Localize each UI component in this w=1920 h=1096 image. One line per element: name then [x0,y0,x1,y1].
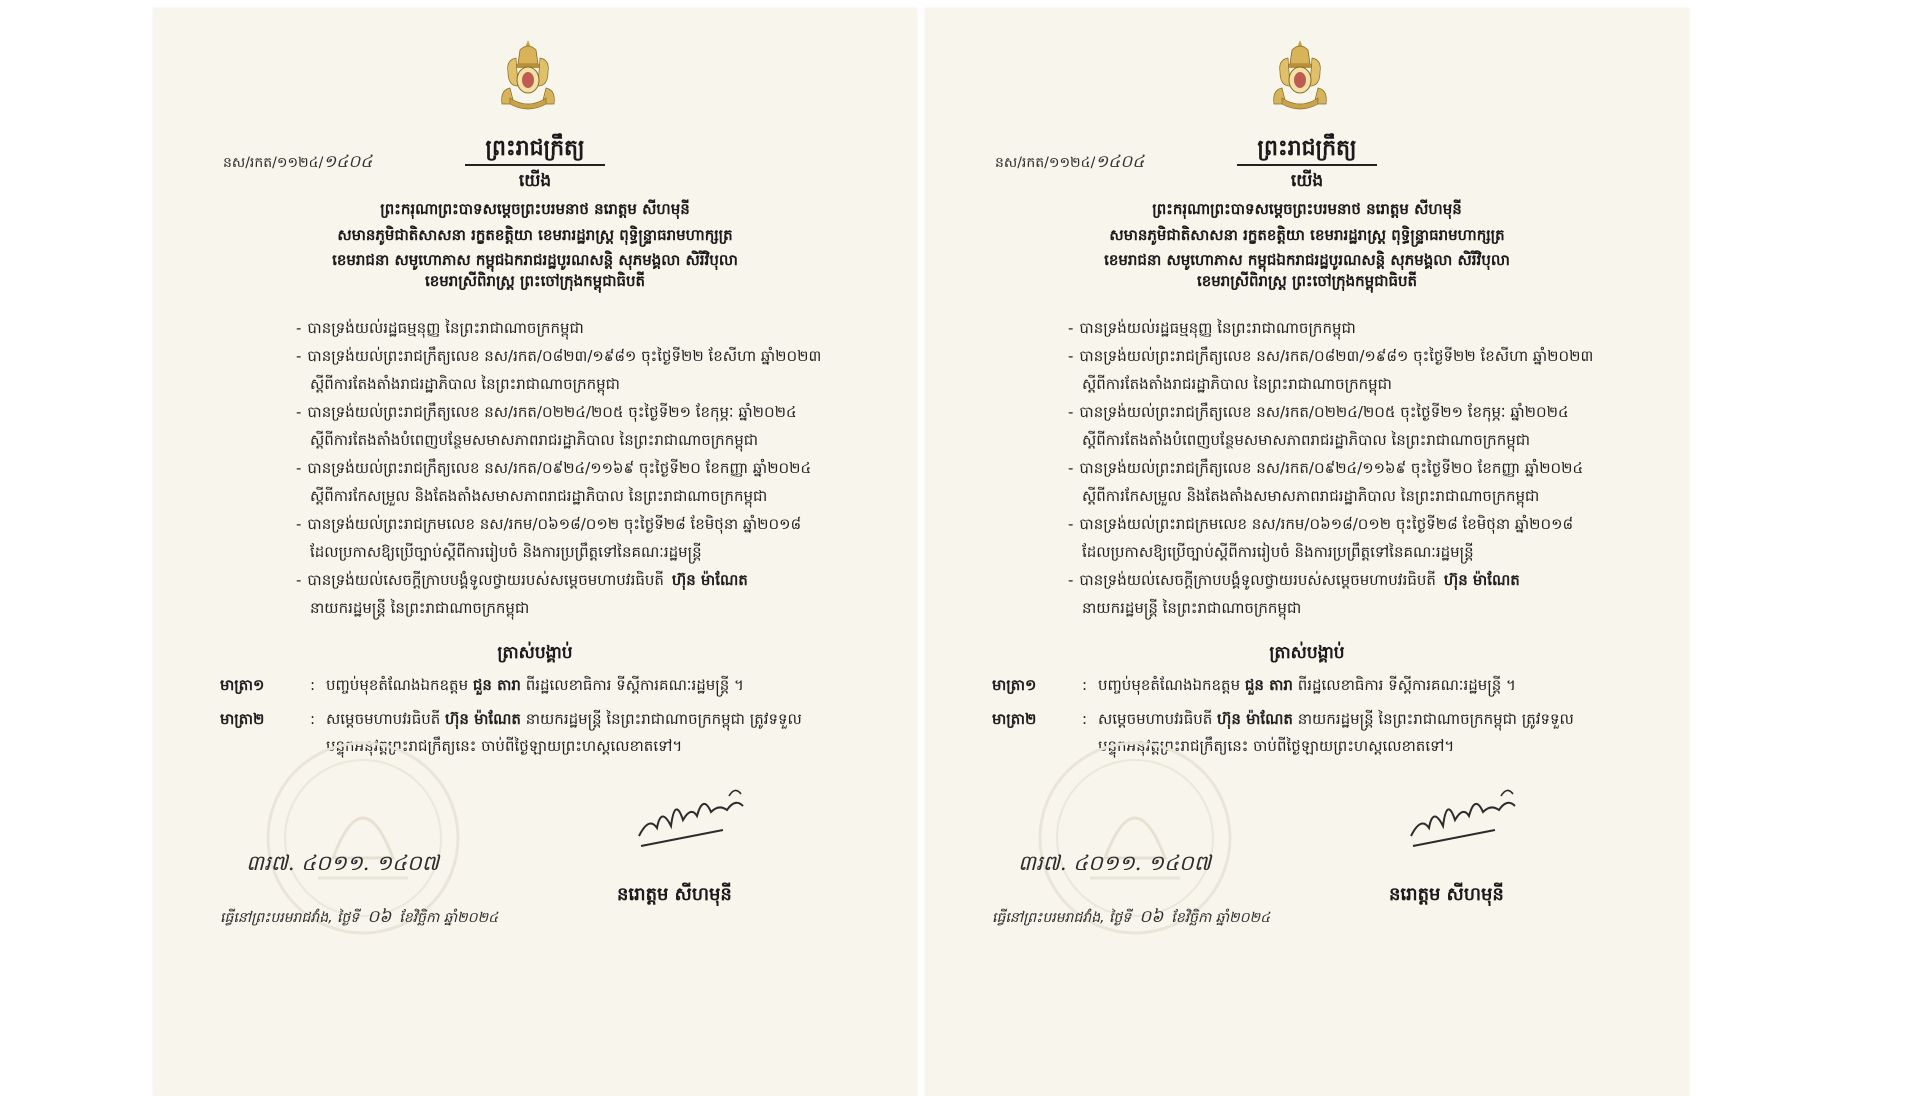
header-line-2: សមានភូមិជាតិសាសនា រក្ខតខត្តិយា ខេមរារដ្ឋរាស្ត្រ ពុទ្ធិន្ទ្រាធរាមហាក្សត្រ [337,226,733,244]
handwritten-number: ៣រ៧. ៤០១១. ១៤០៧ [1018,851,1211,875]
decree-title: ព្រះរាជក្រឹត្យ [1257,135,1357,161]
header-line-3: ខេមរាជនា សមូហោភាស កម្ពុជឯករាជរដ្ឋបូរណសន្តិ សុភមង្គលា សិរីវិបុលា [1104,251,1510,269]
header-line-4: ខេមរាស្រីពិរាស្ត្រ ព្រះចៅក្រុងកម្ពុជាធិបតី [1196,272,1418,290]
preamble-item: - បានទ្រង់យល់ព្រះរាជក្រឹត្យលេខ នស/រកត/០៩២៤/១១៦៩ ចុះថ្ងៃទី២០ ខែកញ្ញា ឆ្នាំ២០២៤ ស្តីពីការកែសម្រួល និងតែងតាំងសមាសភាពរាជរដ្ឋាភិបាល នៃព្រះរាជាណាចក្រកម្ពុជា [1068,459,1584,505]
header-line-4: ខេមរាស្រីពិរាស្ត្រ ព្រះចៅក្រុងកម្ពុជាធិបតី [424,272,646,290]
title-underline [465,164,605,166]
preamble-item: - បានទ្រង់យល់ព្រះរាជក្រឹត្យលេខ នស/រកត/០៩២៤/១១៦៩ ចុះថ្ងៃទី២០ ខែកញ្ញា ឆ្នាំ២០២៤ ស្តីពីការកែសម្រួល និងតែងតាំងសមាសភាពរាជរដ្ឋាភិបាល នៃព្រះរាជាណាចក្រកម្ពុជា [296,459,812,505]
handwritten-number: ៣រ៧. ៤០១១. ១៤០៧ [246,851,439,875]
preamble-item: - បានទ្រង់យល់រដ្ឋធម្មនុញ្ញ នៃព្រះរាជាណាចក្រកម្ពុជា [296,319,584,337]
header-line-2: សមានភូមិជាតិសាសនា រក្ខតខត្តិយា ខេមរារដ្ឋរាស្ត្រ ពុទ្ធិន្ទ្រាធរាមហាក្សត្រ [1109,226,1505,244]
decree-title: ព្រះរាជក្រឹត្យ [485,135,585,161]
preamble-item: - បានទ្រង់យល់ព្រះរាជក្រឹត្យលេខ នស/រកត/០២២៤/២០៥ ចុះថ្ងៃទី២១ ខែកុម្ភៈ ឆ្នាំ២០២៤ ស្តីពីការតែងតាំងបំពេញបន្ថែមសមាសភាពរាជរដ្ឋាភិបាល នៃព្រះរាជាណាចក្រកម្ពុជា [296,403,797,449]
signature-mark [1403,776,1533,854]
preamble-item: - បានទ្រង់យល់សេចក្តីក្រាបបង្គំទូលថ្វាយរបស់សម្តេចមហាបវរធិបតី ហ៊ុន ម៉ាណែត នាយករដ្ឋមន្ត្រី នៃព្រះរាជាណាចក្រកម្ពុជា [296,571,748,617]
section-title: ត្រាស់បង្គាប់ [1269,643,1345,663]
section-title: ត្រាស់បង្គាប់ [497,643,573,663]
reference-printed: នស/រកត/១១២៤/ [995,155,1096,171]
preamble-list [296,314,856,622]
made-at-line: ធ្វើនៅព្រះបរមរាជវាំង, ថ្ងៃទី ០៦ ខែវិច្ឆិកា ឆ្នាំ២០២៤ [220,907,499,927]
article-1: មាត្រា១ : បញ្ចប់មុខតំណែងឯកឧត្តម ជួន តារា ពីរដ្ឋលេខាធិការ ទីស្តីការគណៈរដ្ឋមន្ត្រី ។ [992,676,1516,694]
article-2: មាត្រា២ : សម្តេចមហាបវរធិបតី ហ៊ុន ម៉ាណែត នាយករដ្ឋមន្ត្រី នៃព្រះរាជាណាចក្រកម្ពុជា ត្រូវទទួល បន្ទុកអនុវត្តព្រះរាជក្រឹត្យនេះ ចាប់ពីថ្ងៃឡាយព្រះហស្តលេខាតទៅ។ [992,710,1574,755]
royal-emblem-icon [1268,38,1332,114]
preamble-item: - បានទ្រង់យល់ព្រះរាជក្រឹត្យលេខ នស/រកត/០៨២៣/១៩៨១ ចុះថ្ងៃទី២២ ខែសីហា ឆ្នាំ២០២៣ ស្តីពីការតែងតាំងរាជរដ្ឋាភិបាល នៃព្រះរាជាណាចក្រកម្ពុជា [1068,347,1594,393]
header-line-3: ខេមរាជនា សមូហោភាស កម្ពុជឯករាជរដ្ឋបូរណសន្តិ សុភមង្គលា សិរីវិបុលា [332,251,738,269]
decree-subtitle: យើង [1290,171,1324,191]
made-at-line: ធ្វើនៅព្រះបរមរាជវាំង, ថ្ងៃទី ០៦ ខែវិច្ឆិកា ឆ្នាំ២០២៤ [992,907,1271,927]
preamble-list [1068,314,1628,622]
article-2: មាត្រា២ : សម្តេចមហាបវរធិបតី ហ៊ុន ម៉ាណែត នាយករដ្ឋមន្ត្រី នៃព្រះរាជាណាចក្រកម្ពុជា ត្រូវទទួល បន្ទុកអនុវត្តព្រះរាជក្រឹត្យនេះ ចាប់ពីថ្ងៃឡាយព្រះហស្តលេខាតទៅ។ [220,710,802,755]
reference-handwritten: ១៤០៤ [1095,152,1145,172]
reference-printed: នស/រកត/១១២៤/ [223,155,324,171]
preamble-item: - បានទ្រង់យល់ព្រះរាជក្រឹត្យលេខ នស/រកត/០២២៤/២០៥ ចុះថ្ងៃទី២១ ខែកុម្ភៈ ឆ្នាំ២០២៤ ស្តីពីការតែងតាំងបំពេញបន្ថែមសមាសភាពរាជរដ្ឋាភិបាល នៃព្រះរាជាណាចក្រកម្ពុជា [1068,403,1569,449]
royal-emblem-icon [496,38,560,114]
preamble-item: - បានទ្រង់យល់ព្រះរាជក្រឹត្យលេខ នស/រកត/០៨២៣/១៩៨១ ចុះថ្ងៃទី២២ ខែសីហា ឆ្នាំ២០២៣ ស្តីពីការតែងតាំងរាជរដ្ឋាភិបាល នៃព្រះរាជាណាចក្រកម្ពុជា [296,347,822,393]
decree-page-right [925,8,1689,1096]
reference-handwritten: ១៤០៤ [323,152,373,172]
signer-name: នរោត្តម សីហមុនី [1389,884,1504,905]
header-line-1: ព្រះករុណាព្រះបាទសម្តេចព្រះបរមនាថ នរោត្តម សីហមុនី [1152,200,1462,218]
signature-mark [631,776,761,854]
decree-page-left [153,8,917,1096]
title-underline [1237,164,1377,166]
signer-name: នរោត្តម សីហមុនី [617,884,732,905]
preamble-item: - បានទ្រង់យល់សេចក្តីក្រាបបង្គំទូលថ្វាយរបស់សម្តេចមហាបវរធិបតី ហ៊ុន ម៉ាណែត នាយករដ្ឋមន្ត្រី នៃព្រះរាជាណាចក្រកម្ពុជា [1068,571,1520,617]
article-1: មាត្រា១ : បញ្ចប់មុខតំណែងឯកឧត្តម ជួន តារា ពីរដ្ឋលេខាធិការ ទីស្តីការគណៈរដ្ឋមន្ត្រី ។ [220,676,744,694]
preamble-item: - បានទ្រង់យល់ព្រះរាជក្រមលេខ នស/រកម/០៦១៨/០១២ ចុះថ្ងៃទី២៨ ខែមិថុនា ឆ្នាំ២០១៨ ដែលប្រកាសឱ្យប្រើច្បាប់ស្តីពីការរៀបចំ និងការប្រព្រឹត្តទៅនៃគណៈរដ្ឋមន្ត្រី [296,515,802,561]
preamble-item: - បានទ្រង់យល់ព្រះរាជក្រមលេខ នស/រកម/០៦១៨/០១២ ចុះថ្ងៃទី២៨ ខែមិថុនា ឆ្នាំ២០១៨ ដែលប្រកាសឱ្យប្រើច្បាប់ស្តីពីការរៀបចំ និងការប្រព្រឹត្តទៅនៃគណៈរដ្ឋមន្ត្រី [1068,515,1574,561]
decree-subtitle: យើង [518,171,552,191]
preamble-item: - បានទ្រង់យល់រដ្ឋធម្មនុញ្ញ នៃព្រះរាជាណាចក្រកម្ពុជា [1068,319,1356,337]
header-line-1: ព្រះករុណាព្រះបាទសម្តេចព្រះបរមនាថ នរោត្តម សីហមុនី [380,200,690,218]
